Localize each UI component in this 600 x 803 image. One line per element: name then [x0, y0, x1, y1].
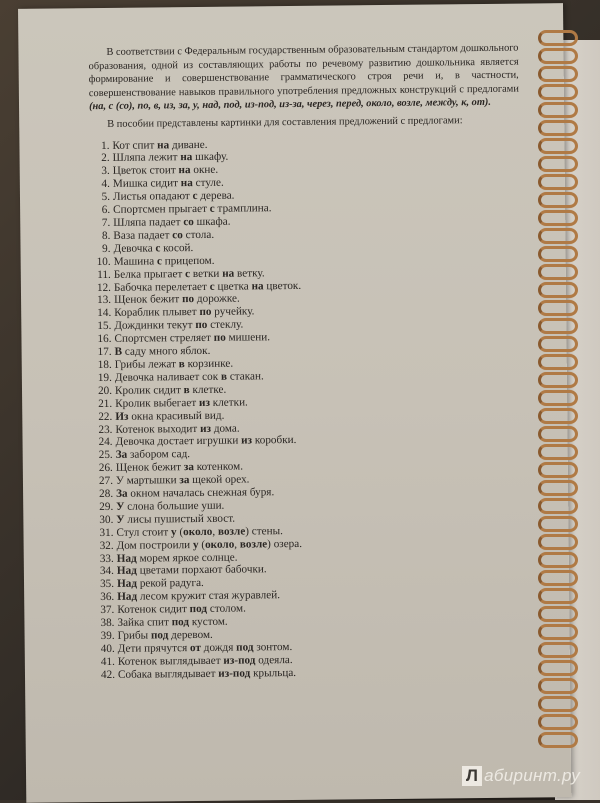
- sentence-number: 13.: [97, 294, 112, 307]
- sentence-text: Спортсмен стреляет: [114, 331, 214, 346]
- preposition: с: [192, 190, 198, 203]
- sentence-number: 2.: [101, 152, 110, 165]
- preposition: около: [183, 525, 213, 538]
- sentence-text: ветки: [190, 267, 223, 280]
- spiral-ring: [538, 228, 578, 244]
- preposition: на: [222, 267, 235, 280]
- sentence-number: 3.: [101, 165, 110, 178]
- spiral-ring: [538, 66, 578, 82]
- sentence-text: Кролик сидит: [114, 383, 184, 397]
- sentence-text: одеяла.: [255, 653, 293, 667]
- sentence-text: Грибы: [117, 629, 152, 642]
- sentence-number: 16.: [97, 333, 112, 346]
- sentence-number: 26.: [98, 462, 113, 475]
- spiral-ring: [538, 354, 578, 370]
- sentence-text: лесом кружит стая журавлей.: [137, 589, 281, 603]
- sentence-text: Собака выглядывает: [117, 667, 219, 681]
- preposition: по: [195, 319, 208, 332]
- sentence-text: забором сад.: [127, 448, 191, 462]
- sentence-number: 29.: [99, 500, 114, 513]
- preposition: с: [209, 280, 215, 293]
- spiral-ring: [538, 498, 578, 514]
- sentence-number: 5.: [101, 191, 111, 204]
- sentence-text: (: [198, 538, 206, 551]
- sentence-number: 32.: [99, 539, 114, 552]
- sentence-number: 17.: [97, 345, 112, 359]
- sentence-text: корзинке.: [184, 357, 234, 371]
- sentence-text: Машина: [113, 255, 157, 268]
- sentence-text: лисы пушистый хвост.: [124, 512, 236, 526]
- spiral-ring: [538, 156, 578, 172]
- preposition: на: [157, 138, 170, 151]
- watermark-logo: Л: [462, 766, 482, 786]
- sentence-text: косой.: [160, 241, 194, 255]
- sentence-number: 28.: [99, 487, 114, 501]
- sentence-text: котенком.: [193, 460, 244, 474]
- intro-paragraph-1-text: В соответствии с Федеральным государственным образовательным стандартом дошкольного образования, одной из составляющих работы по речевому развитию дошкольника является формирование и совершенствование грамматического строя речи и, в частности, совершенствование навыков правильного употребления предложных конструкций с предлогами: [88, 42, 519, 99]
- sentence-text: Бабочка перелетает: [113, 280, 210, 294]
- sentence-number: 27.: [98, 475, 114, 488]
- sentence-text: ручейку.: [211, 305, 255, 319]
- sentence-text: Девочка наливает сок: [114, 370, 222, 384]
- preposition: Над: [116, 565, 137, 578]
- sentence-number: 7.: [101, 216, 111, 229]
- preposition: у: [192, 538, 199, 551]
- spiral-ring: [538, 174, 578, 190]
- preposition: в: [183, 383, 190, 396]
- preposition: на: [251, 279, 264, 292]
- sentence-text: Котенок выходит: [115, 422, 201, 436]
- page-text: [88, 42, 525, 682]
- sentence-text: слона большие уши.: [124, 499, 225, 513]
- sentence-text: саду много яблок.: [122, 344, 211, 358]
- sentence-number: 21.: [98, 397, 113, 410]
- preposition: с: [185, 267, 191, 280]
- preposition: из: [198, 396, 210, 409]
- spiral-ring: [538, 138, 578, 154]
- sentence-text: деревом.: [168, 628, 213, 642]
- preposition: около: [204, 538, 235, 551]
- sentence-text: Спортсмен прыгает: [113, 202, 210, 216]
- sentence-text: Листья опадают: [112, 190, 193, 204]
- sentence-text: рекой радуга.: [136, 577, 204, 591]
- sentence-text: Шляпа лежит: [112, 151, 181, 165]
- sentence-number: 35.: [99, 578, 115, 591]
- spiral-ring: [538, 570, 578, 586]
- preposition: с: [209, 202, 215, 215]
- sentence-text: Белка прыгает: [113, 267, 186, 281]
- sentence-text: цветок.: [263, 279, 302, 292]
- preposition: возле: [239, 537, 268, 551]
- preposition: под: [189, 603, 208, 616]
- sentence-text: Цветок стоит: [112, 164, 179, 178]
- spiral-ring: [538, 624, 578, 640]
- sentence-text: цветами порхают бабочки.: [136, 563, 267, 578]
- sentence-text: ) озера.: [267, 537, 303, 550]
- sentence-text: Щенок бежит: [114, 293, 183, 307]
- sentence-text: столом.: [206, 602, 246, 616]
- sentence-number: 19.: [97, 371, 112, 384]
- sentence-number: 39.: [100, 629, 115, 643]
- sentence-number: 12.: [96, 281, 112, 294]
- sentence-number: 18.: [97, 358, 112, 372]
- sentence-number: 37.: [100, 604, 115, 617]
- intro-paragraph-2: В пособии представлены картинки для составления предложений с предлогами:: [107, 115, 463, 130]
- preposition: Над: [116, 578, 138, 591]
- spiral-ring: [538, 210, 578, 226]
- sentence-list: [89, 135, 525, 682]
- sentence-text: Зайка спит: [117, 616, 172, 629]
- spiral-ring: [538, 282, 578, 298]
- preposition: с: [156, 255, 162, 268]
- sentence-number: 6.: [101, 203, 111, 217]
- sentence-number: 11.: [97, 268, 111, 281]
- preposition: У: [116, 513, 125, 526]
- sentence-text: диване.: [169, 138, 208, 151]
- sentence-text: Стул стоит: [116, 526, 172, 539]
- sentence-text: дома.: [210, 422, 240, 435]
- preposition: под: [171, 616, 190, 629]
- sentence-text: Шляпа падает: [113, 216, 184, 229]
- preposition: в: [178, 358, 185, 371]
- sentence-text: клетке.: [189, 383, 227, 396]
- spiral-ring: [538, 318, 578, 334]
- spiral-ring: [538, 102, 578, 118]
- preposition: со: [172, 229, 183, 242]
- preposition: у: [170, 525, 177, 539]
- sentence-number: 8.: [101, 229, 111, 242]
- sentence-text: клетки.: [209, 396, 248, 409]
- spiral-binding: [538, 30, 578, 750]
- sentence-text: Котенок выглядывает: [117, 654, 224, 668]
- preposition: по: [213, 331, 226, 344]
- sentence-number: 30.: [99, 513, 114, 526]
- sentence-text: зонтом.: [253, 640, 293, 654]
- preposition: за: [179, 474, 190, 487]
- preposition: за: [183, 461, 194, 474]
- sentence-number: 10.: [96, 255, 111, 268]
- preposition: В: [114, 345, 123, 358]
- preposition: из-под: [223, 654, 256, 667]
- preposition: с: [155, 242, 161, 255]
- intro-prepositions: (на, с (со), по, в, из, за, у, над, под, из-под, из-за, через, перед, около, возле, между, к, от).: [88, 97, 492, 113]
- sentence-number: 25.: [98, 449, 113, 462]
- preposition: Над: [117, 590, 138, 604]
- book-page: [18, 3, 571, 803]
- sentence-text: Дом построили: [116, 538, 193, 552]
- sentence-number: 4.: [101, 178, 110, 191]
- sentence-text: мишени.: [225, 331, 271, 344]
- spiral-ring: [538, 336, 578, 352]
- spiral-ring: [538, 120, 578, 136]
- sentence-text: стакан.: [226, 370, 264, 383]
- sentence-number: 9.: [102, 242, 111, 255]
- sentence-text: стуле.: [192, 176, 224, 190]
- watermark-text: абиринт.ру: [484, 766, 580, 785]
- spiral-ring: [538, 660, 578, 676]
- spiral-ring: [538, 408, 578, 424]
- spiral-ring: [538, 714, 578, 730]
- sentence-number: 1.: [100, 139, 110, 152]
- spiral-ring: [538, 426, 578, 442]
- preposition: За: [116, 487, 128, 500]
- spiral-ring: [538, 444, 578, 460]
- preposition: из-под: [218, 667, 251, 680]
- preposition: от: [189, 641, 202, 654]
- sentence-text: щекой орех.: [189, 473, 250, 487]
- preposition: на: [178, 164, 191, 177]
- spiral-ring: [538, 390, 578, 406]
- spiral-ring: [538, 606, 578, 622]
- sentence-text: стеклу.: [207, 318, 244, 332]
- spiral-ring: [538, 300, 578, 316]
- preposition: по: [199, 306, 212, 319]
- spiral-ring: [538, 732, 578, 748]
- spiral-ring: [538, 462, 578, 478]
- spiral-ring: [538, 192, 578, 208]
- sentence-number: 34.: [99, 565, 114, 578]
- sentence-number: 22.: [98, 410, 113, 423]
- preposition: под: [236, 641, 254, 654]
- sentence-text: цветка: [214, 279, 252, 293]
- sentence-text: ветку.: [234, 266, 265, 280]
- preposition: У: [116, 500, 125, 513]
- sentence-text: ,: [234, 538, 240, 551]
- sentence-text: трамплина.: [214, 202, 272, 215]
- preposition: на: [180, 177, 193, 190]
- preposition: со: [183, 216, 194, 229]
- sentence-text: шкафа.: [193, 215, 231, 229]
- sentence-number: 24.: [98, 436, 113, 449]
- spiral-ring: [538, 264, 578, 280]
- sentence-text: Мишка сидит: [112, 177, 181, 191]
- sentence-text: морем яркое солнце.: [136, 551, 238, 565]
- sentence-number: 41.: [100, 655, 115, 668]
- preposition: под: [150, 629, 169, 642]
- spiral-ring: [538, 516, 578, 532]
- sentence-text: коробки.: [251, 434, 297, 447]
- sentence-text: Кораблик плывет: [114, 306, 200, 320]
- sentence-number: 40.: [100, 642, 115, 655]
- sentence-number: 14.: [97, 307, 112, 320]
- sentence-number: 36.: [100, 591, 115, 604]
- spiral-ring: [538, 678, 578, 694]
- preposition: из: [199, 422, 212, 435]
- sentence-text: Девочка достает игрушки: [115, 434, 242, 449]
- preposition: Над: [116, 552, 137, 565]
- sentence-text: дерева.: [197, 189, 235, 203]
- sentence-text: прицепом.: [161, 254, 215, 268]
- spiral-ring: [538, 48, 578, 64]
- sentence-number: 23.: [98, 423, 113, 436]
- sentence-text: Кот спит: [112, 138, 158, 152]
- sentence-text: окна красивый вид.: [128, 409, 225, 423]
- preposition: За: [115, 449, 128, 462]
- spiral-ring: [538, 480, 578, 496]
- spiral-ring: [538, 588, 578, 604]
- preposition: по: [181, 293, 195, 306]
- sentence-number: 38.: [100, 616, 115, 630]
- intro-paragraph-1: [88, 42, 519, 114]
- sentence-number: 42.: [100, 668, 116, 681]
- spiral-ring: [538, 246, 578, 262]
- spiral-ring: [538, 30, 578, 46]
- spiral-ring: [538, 642, 578, 658]
- sentence-text: дождя: [200, 641, 237, 654]
- sentence-number: 20.: [97, 384, 113, 397]
- sentence-text: ) стены.: [245, 524, 283, 538]
- sentence-text: окне.: [190, 164, 219, 177]
- sentence-text: окном началась снежная буря.: [127, 486, 275, 500]
- sentence-text: Ваза падает: [113, 229, 173, 242]
- spiral-ring: [538, 372, 578, 388]
- preposition: в: [220, 370, 228, 383]
- watermark: [462, 766, 580, 786]
- sentence-text: ,: [212, 525, 219, 538]
- sentence-text: Грибы лежат: [114, 358, 179, 371]
- spiral-ring: [538, 534, 578, 550]
- sentence-text: шкафу.: [192, 151, 229, 164]
- sentence-text: Девочка: [113, 242, 156, 255]
- spiral-ring: [538, 84, 578, 100]
- sentence-text: Дождинки текут: [114, 319, 196, 333]
- preposition: Из: [115, 410, 129, 423]
- sentence-text: Кролик выбегает: [115, 396, 200, 410]
- spiral-ring: [538, 552, 578, 568]
- preposition: из: [241, 434, 253, 447]
- preposition: возле: [217, 525, 246, 538]
- sentence-number: 33.: [99, 552, 114, 565]
- preposition: на: [180, 151, 193, 164]
- sentence-text: Дети прячутся: [117, 641, 191, 655]
- sentence-text: Щенок бежит: [115, 461, 184, 475]
- sentence-text: Котенок сидит: [117, 603, 190, 617]
- spiral-ring: [538, 696, 578, 712]
- sentence-text: крыльца.: [250, 666, 297, 680]
- sentence-text: (: [176, 525, 184, 538]
- sentence-number: 31.: [99, 526, 114, 539]
- sentence-text: У мартышки: [115, 474, 180, 487]
- sentence-text: кустом.: [188, 615, 228, 629]
- sentence-text: дорожке.: [194, 292, 240, 306]
- sentence-text: стола.: [182, 228, 215, 242]
- sentence-number: 15.: [97, 320, 112, 333]
